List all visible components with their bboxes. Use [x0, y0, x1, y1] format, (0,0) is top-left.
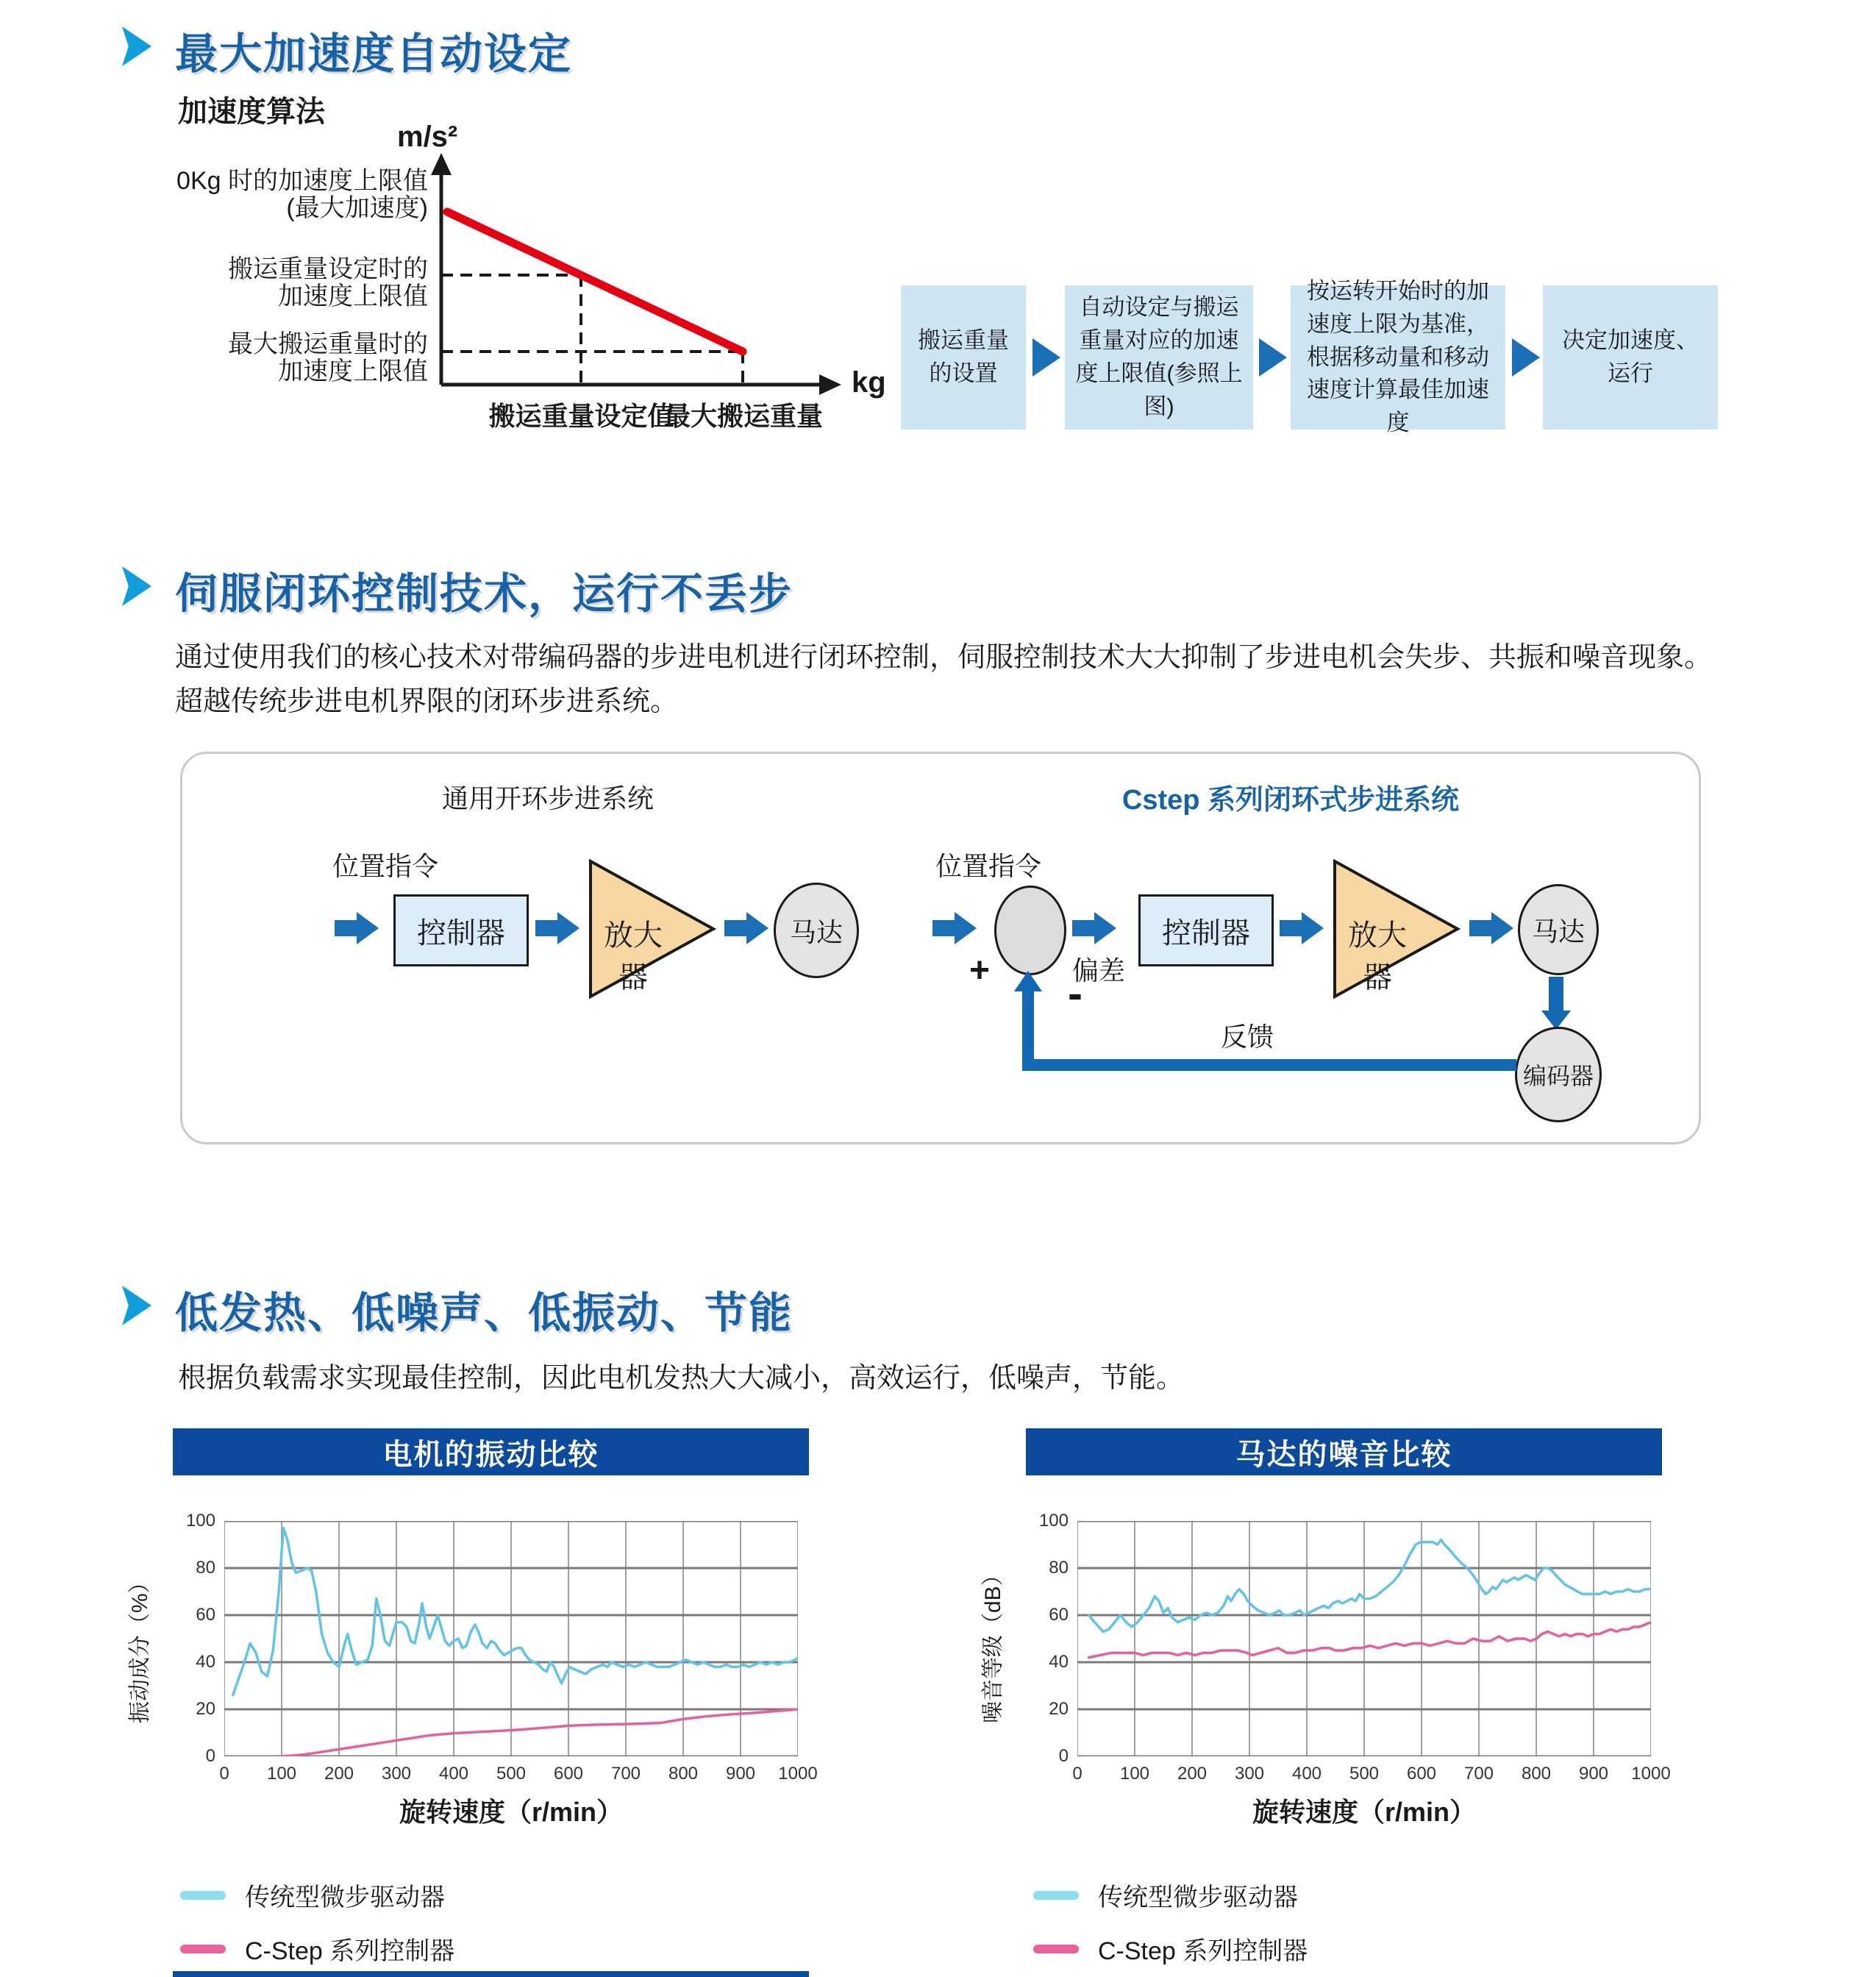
- open-loop-amplifier-label: 放大器: [604, 919, 663, 994]
- y-tick-label: 40: [1049, 1652, 1069, 1672]
- arrow-up-head-icon: [1014, 971, 1042, 991]
- chart-legend: [1033, 1877, 1308, 1977]
- x-tick-label: 300: [381, 1764, 412, 1784]
- y-tick-label: 100: [185, 1511, 215, 1531]
- x-axis-title: 旋转速度（r/min）: [399, 1797, 623, 1827]
- flow-step-2: 自动设定与搬运重量对应的加速度上限值(参照上图): [1065, 285, 1253, 430]
- section-arrow-icon: [122, 566, 151, 606]
- x-tick-label: 600: [1406, 1764, 1437, 1784]
- x-tick-label: 0: [219, 1764, 229, 1784]
- encoder-node: 编码器: [1515, 1027, 1602, 1122]
- chart-legend: [180, 1877, 454, 1977]
- y-tick-label: 0: [205, 1746, 215, 1766]
- x-tick-label: 100: [1119, 1764, 1150, 1784]
- y-axis-unit: m/s²: [397, 121, 458, 153]
- section-arrow-icon: [122, 1286, 151, 1325]
- plus-sign: +: [969, 951, 991, 990]
- closed-loop-amplifier-label: 放大器: [1348, 919, 1407, 994]
- legend-item: [180, 1931, 454, 1967]
- vibration-chart: [128, 1428, 820, 1965]
- flow-arrow-icon: [1259, 338, 1287, 377]
- y-tick-label: 80: [196, 1558, 215, 1578]
- section3-title: 低发热、低噪声、低振动、节能: [175, 1289, 793, 1337]
- noise-chart: [981, 1428, 1673, 1965]
- section1-title: 最大加速度自动设定: [175, 30, 573, 78]
- x-axis-title: 旋转速度（r/min）: [1252, 1797, 1476, 1827]
- section2-paragraph-line1: 通过使用我们的核心技术对带编码器的步进电机进行闭环控制，伺服控制技术大大抑制了步进电机会失步、共振和噪音现象。: [175, 642, 1713, 673]
- open-loop-title: 通用开环步进系统: [441, 783, 654, 813]
- y-tick-label: 60: [196, 1605, 215, 1625]
- legend-label: C-Step 系列控制器: [245, 1937, 455, 1965]
- flow-step-3: 按运转开始时的加速度上限为基准，根据移动量和移动速度计算最佳加速度: [1291, 285, 1505, 430]
- legend-item: [1033, 1931, 1308, 1967]
- x-tick-label: 800: [668, 1764, 699, 1784]
- x-label-max-weight: 最大搬运重量: [663, 401, 823, 431]
- graph-label-line: (最大加速度): [286, 194, 428, 223]
- graph-label-line: 加速度上限值: [278, 282, 428, 311]
- arrow-right-icon: [1072, 912, 1118, 944]
- open-loop-controller-box: 控制器: [393, 894, 529, 966]
- x-tick-label: 0: [1072, 1764, 1083, 1784]
- y-axis-title: 噪音等级（dB）: [981, 1564, 1005, 1723]
- arrow-right-icon: [335, 912, 380, 944]
- graph-label-line: 最大搬运重量时的: [228, 330, 428, 358]
- legend-swatch-icon: [180, 1891, 226, 1900]
- flow-step-4: 决定加速度、运行: [1543, 285, 1718, 430]
- graph-label-0kg: [169, 168, 428, 223]
- x-tick-label: 300: [1234, 1764, 1265, 1784]
- x-tick-labels: [219, 1764, 818, 1786]
- x-axis-unit: kg: [852, 366, 886, 399]
- arrow-right-icon: [535, 912, 581, 944]
- x-tick-label: 800: [1521, 1764, 1552, 1784]
- x-tick-label: 400: [438, 1764, 469, 1784]
- arrow-right-icon: [1280, 912, 1325, 944]
- chart-title: 马达的噪音比较: [1235, 1438, 1452, 1471]
- x-tick-label: 1000: [1631, 1764, 1671, 1784]
- closed-loop-cmd-label: 位置指令: [935, 851, 1042, 881]
- graph-label-set-weight: [169, 256, 428, 311]
- closed-loop-motor-node: 马达: [1518, 884, 1599, 975]
- arrow-down-icon: [1549, 977, 1563, 1011]
- chart-title-bar: [1026, 1428, 1662, 1475]
- section2-paragraph-line2: 超越传统步进电机界限的闭环步进系统。: [175, 686, 679, 717]
- y-axis-title: 振动成分（%）: [128, 1571, 152, 1723]
- summing-junction-node: [994, 886, 1066, 975]
- y-tick-label: 20: [196, 1699, 215, 1719]
- flow-arrow-icon: [1032, 338, 1060, 377]
- x-tick-label: 500: [1349, 1764, 1380, 1784]
- minus-sign: -: [1068, 969, 1083, 1018]
- y-tick-labels: [1026, 1511, 1069, 1766]
- x-tick-label: 900: [725, 1764, 756, 1784]
- legend-label: C-Step 系列控制器: [1098, 1937, 1308, 1965]
- plot-area: [224, 1521, 798, 1756]
- legend-swatch-icon: [180, 1945, 226, 1953]
- feedback-line-horizontal: [1022, 1059, 1516, 1071]
- x-tick-label: 1000: [778, 1764, 818, 1784]
- legend-swatch-icon: [1033, 1945, 1079, 1953]
- y-tick-label: 60: [1049, 1605, 1069, 1625]
- chart-title-bar: [173, 1428, 809, 1475]
- feedback-label: 反馈: [1221, 1022, 1274, 1052]
- y-tick-label: 100: [1038, 1511, 1069, 1531]
- section2-title: 伺服闭环控制技术，运行不丢步: [175, 570, 793, 618]
- deviation-label: 偏差: [1072, 955, 1126, 986]
- feedback-line-vertical: [1022, 990, 1034, 1071]
- open-loop-motor-node: 马达: [774, 883, 859, 978]
- section-arrow-icon: [122, 26, 151, 66]
- chart-title: 电机的振动比较: [382, 1438, 599, 1471]
- section3-paragraph: 根据负载需求实现最佳控制，因此电机发热大大减小，高效运行，低噪声，节能。: [178, 1363, 1185, 1394]
- x-tick-label: 100: [266, 1764, 297, 1784]
- arrow-right-icon: [932, 912, 978, 944]
- x-tick-label: 700: [1463, 1764, 1494, 1784]
- y-tick-label: 0: [1058, 1746, 1069, 1766]
- accel-algorithm-label: 加速度算法: [178, 96, 325, 128]
- plot-area: [1077, 1521, 1651, 1756]
- x-label-set-weight: 搬运重量设定值: [488, 401, 674, 431]
- graph-label-line: 加速度上限值: [278, 357, 428, 386]
- flow-arrow-icon: [1512, 338, 1540, 377]
- y-tick-label: 20: [1049, 1699, 1069, 1719]
- arrow-right-icon: [724, 912, 770, 944]
- closed-loop-controller-box: 控制器: [1138, 894, 1274, 966]
- next-section-bar-partial: [173, 1971, 809, 1977]
- y-tick-labels: [173, 1511, 215, 1766]
- x-tick-label: 900: [1578, 1764, 1609, 1784]
- legend-label: 传统型微步驱动器: [245, 1884, 445, 1912]
- legend-swatch-icon: [1033, 1891, 1079, 1900]
- legend-item: [1033, 1877, 1308, 1913]
- open-loop-cmd-label: 位置指令: [332, 851, 439, 881]
- graph-label-line: 0Kg 时的加速度上限值: [176, 167, 428, 195]
- x-tick-label: 400: [1291, 1764, 1322, 1784]
- x-tick-labels: [1072, 1764, 1671, 1786]
- arrow-right-icon: [1469, 912, 1515, 944]
- x-tick-label: 200: [1177, 1764, 1208, 1784]
- graph-label-line: 搬运重量设定时的: [228, 255, 428, 283]
- x-tick-label: 500: [496, 1764, 527, 1784]
- y-tick-label: 80: [1049, 1558, 1069, 1578]
- graph-label-max-weight: [169, 331, 428, 386]
- y-tick-label: 40: [196, 1652, 215, 1672]
- closed-loop-title: Cstep 系列闭环式步进系统: [1121, 785, 1460, 816]
- x-tick-label: 200: [324, 1764, 354, 1784]
- x-tick-label: 600: [553, 1764, 584, 1784]
- legend-label: 传统型微步驱动器: [1098, 1884, 1298, 1912]
- legend-item: [180, 1877, 454, 1913]
- x-tick-label: 700: [610, 1764, 641, 1784]
- flow-step-1: 搬运重量的设置: [901, 285, 1026, 430]
